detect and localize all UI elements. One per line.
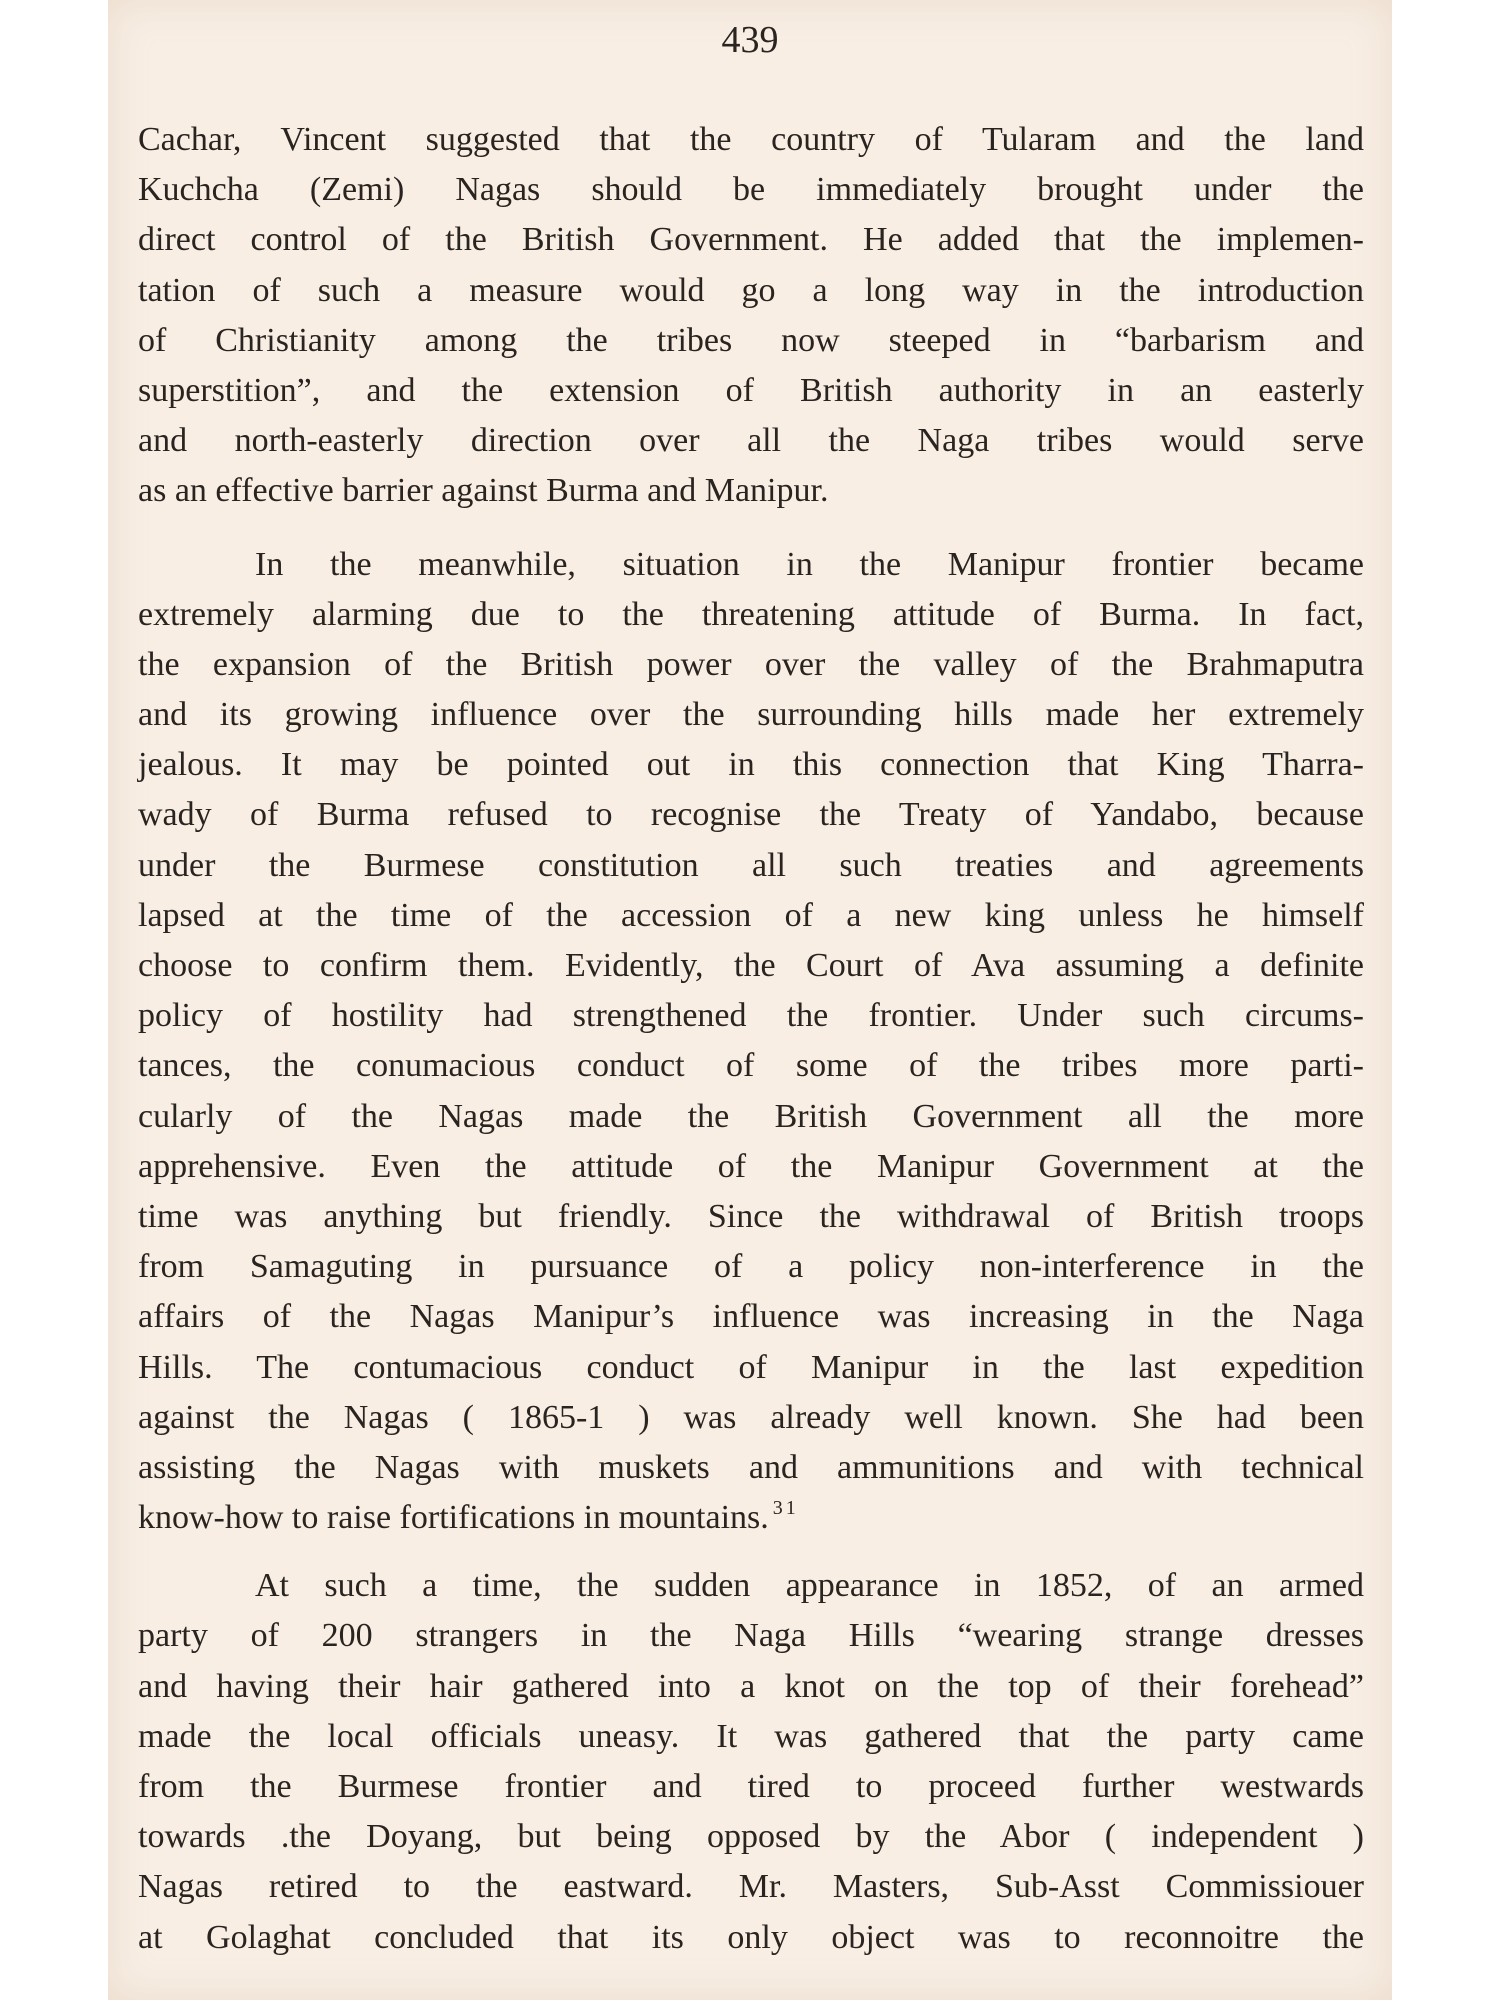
text-line: party of 200 strangers in the Naga Hills “wearing strange dresses (138, 1617, 1364, 1655)
text-line-with-footnote (138, 1493, 1364, 1543)
text-line: At such a time, the sudden appearance in 1852, of an armed (255, 1567, 1364, 1605)
text-line: of Christianity among the tribes now steeped in “barbarism and (138, 321, 1364, 359)
text-line: affairs of the Nagas Manipur’s influence was increasing in the Naga (138, 1298, 1364, 1336)
scanned-page (108, 0, 1392, 2000)
text-line: In the meanwhile, situation in the Manipur frontier became (255, 545, 1364, 583)
paragraph-2 (138, 540, 1364, 1544)
text-line: wady of Burma refused to recognise the Treaty of Yandabo, because (138, 796, 1364, 834)
text-line: policy of hostility had strengthened the frontier. Under such circums- (138, 997, 1364, 1035)
text-line: choose to confirm them. Evidently, the Court of Ava assuming a definite (138, 947, 1364, 984)
text-line: under the Burmese constitution all such treaties and agreements (138, 846, 1364, 884)
text-line: tation of such a measure would go a long way in the introduction (138, 271, 1364, 309)
text-line: from the Burmese frontier and tired to proceed further westwards (138, 1768, 1364, 1805)
page-number: 439 (721, 19, 779, 61)
text-line: extremely alarming due to the threatening attitude of Burma. In fact, (138, 595, 1364, 633)
text-line: against the Nagas ( 1865-1 ) was already well known. She had been (138, 1398, 1364, 1436)
text-line: and having their hair gathered into a knot on the top of their forehead” (138, 1667, 1364, 1705)
paragraph-3 (138, 1561, 1364, 1963)
paragraph-1 (138, 115, 1364, 517)
text-line: Nagas retired to the eastward. Mr. Masters, Sub-Asst Commissiouer (138, 1868, 1364, 1906)
text-line: jealous. It may be pointed out in this connection that King Tharra- (138, 746, 1364, 784)
text-line: tances, the conumacious conduct of some of the tribes more parti- (138, 1047, 1364, 1085)
text-line: cularly of the Nagas made the British Government all the more (138, 1097, 1364, 1135)
text-line: Kuchcha (Zemi) Nagas should be immediately brought under the (138, 171, 1364, 209)
text-line: Cachar, Vincent suggested that the country of Tularam and the land (138, 121, 1364, 158)
text-line: time was anything but friendly. Since the withdrawal of British troops (138, 1197, 1364, 1235)
text-line: towards .the Doyang, but being opposed by the Abor ( independent ) (138, 1818, 1364, 1856)
text-line: and north-easterly direction over all the Naga tribes would serve (138, 422, 1364, 460)
text-line: superstition”, and the extension of British authority in an easterly (138, 371, 1364, 409)
text-line: direct control of the British Government. He added that the implemen- (138, 221, 1364, 259)
text-line: made the local officials uneasy. It was gathered that the party came (138, 1717, 1364, 1755)
text-line: know-how to raise fortifications in mountains. (138, 1499, 769, 1537)
text-line: lapsed at the time of the accession of a new king unless he himself (138, 896, 1364, 934)
text-line: assisting the Nagas with muskets and ammunitions and with technical (138, 1448, 1364, 1486)
text-line: Hills. The contumacious conduct of Manipur in the last expedition (138, 1348, 1364, 1386)
text-line: as an effective barrier against Burma and Manipur. (138, 472, 829, 510)
text-line: at Golaghat concluded that its only object was to reconnoitre the (138, 1918, 1364, 1956)
text-line: from Samaguting in pursuance of a policy non-interference in the (138, 1248, 1364, 1286)
text-line: the expansion of the British power over the valley of the Brahmaputra (138, 645, 1364, 683)
footnote-reference: 31 (772, 1497, 799, 1520)
text-line: and its growing influence over the surrounding hills made her extremely (138, 696, 1364, 734)
body-text (138, 115, 1364, 1963)
text-line: apprehensive. Even the attitude of the Manipur Government at the (138, 1147, 1364, 1185)
